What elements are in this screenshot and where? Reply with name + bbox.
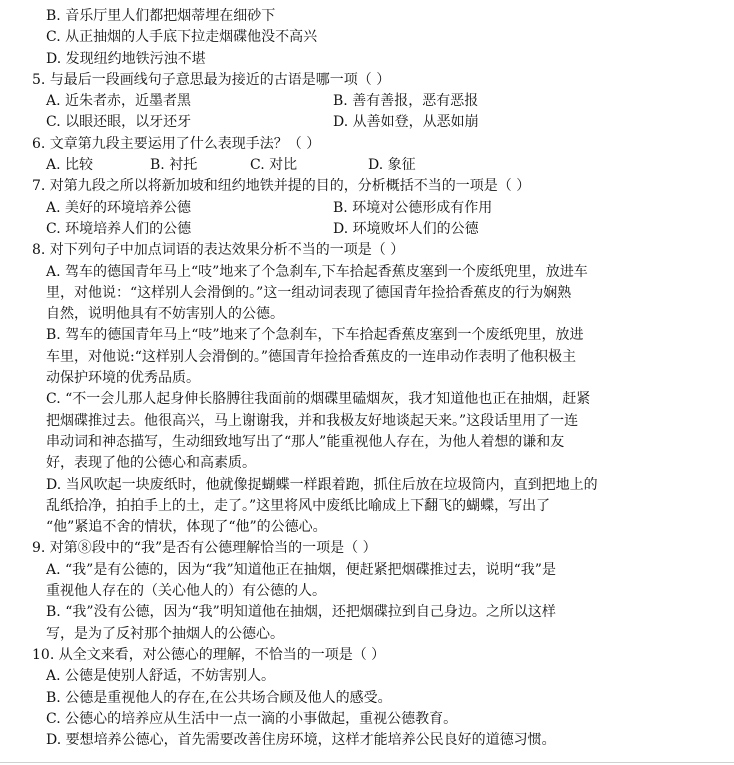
q4-option-d: D. 发现纽约地铁污浊不堪: [46, 50, 206, 67]
q8-option-c-line-2: 把烟碟推过去。他很高兴，马上谢谢我，并和我极友好地谈起天来。”这段话里用了一连: [46, 412, 579, 429]
q5-option-b: B. 善有善报，恶有恶报: [333, 93, 479, 110]
q8-option-a-line-3: 自然，说明他具有不妨害别人的公德。: [46, 306, 284, 323]
question-10: 10. 从全文来看，对公德心的理解，不恰当的一项是（ ）: [32, 646, 386, 663]
q6-option-a: A. 比较: [46, 157, 94, 174]
q7-options-row-1: [0, 198, 734, 219]
q9-option-b-line-2: 写，是为了反衬那个抽烟人的公德心。: [46, 625, 284, 642]
q10-option-a: A. 公德是使别人舒适，不妨害别人。: [46, 668, 276, 685]
question-9: 9. 对第⑧段中的“我”是否有公德理解恰当的一项是（ ）: [32, 540, 377, 557]
q10-option-d: D. 要想培养公德心，首先需要改善住房环境，这样才能培养公民良好的道德习惯。: [46, 732, 556, 749]
q5-option-c: C. 以眼还眼，以牙还牙: [46, 114, 192, 131]
q8-option-b-line-3: 动保护环境的优秀品质。: [46, 370, 200, 387]
q6-option-c: C. 对比: [250, 157, 298, 174]
question-7: 7. 对第九段之所以将新加坡和纽约地铁并提的目的，分析概括不当的一项是（ ）: [32, 178, 531, 195]
question-6: 6. 文章第九段主要运用了什么表现手法？（ ）: [32, 135, 321, 152]
q9-option-b-line-1: B. “我”没有公德，因为“我”明知道他在抽烟，还把烟碟拉到自己身边。之所以这样: [46, 604, 556, 621]
q8-option-b-line-1: B. 驾车的德国青年马上“吱”地来了个急刹车，下车拾起香蕉皮塞到一个废纸兜里，放进: [46, 327, 584, 344]
q10-option-b: B. 公德是重视他人的存在,在公共场合顾及他人的感受。: [46, 689, 392, 706]
q7-options-row-2: [0, 219, 734, 240]
q8-option-b-line-2: 车里，对他说:“这样别人会滑倒的。”德国青年捡拾香蕉皮的一连串动作表明了他积极主: [46, 348, 577, 365]
q5-options-row-2: [0, 112, 734, 133]
q5-options-row-1: [0, 91, 734, 112]
q6-option-d: D. 象征: [368, 157, 416, 174]
question-8: 8. 对下列句子中加点词语的表达效果分析不当的一项是（ ）: [32, 242, 405, 259]
q10-option-c: C. 公德心的培养应从生活中一点一滴的小事做起，重视公德教育。: [46, 710, 458, 727]
q7-option-a: A. 美好的环境培养公德: [46, 199, 192, 216]
q8-option-a-line-2: 里，对他说：“这样别人会滑倒的。”这一组动词表现了德国青年捡拾香蕉皮的行为娴熟: [46, 284, 572, 301]
question-5: 5. 与最后一段画线句子意思最为接近的古语是哪一项（ ）: [32, 71, 391, 88]
q5-option-d: D. 从善如登，从恶如崩: [333, 114, 479, 131]
q7-option-c: C. 环境培养人们的公德: [46, 220, 192, 237]
q7-option-d: D. 环境败坏人们的公德: [333, 220, 479, 237]
q9-option-a-line-1: A. “我”是有公德的，因为“我”知道他正在抽烟，便赶紧把烟碟推过去，说明“我”是: [46, 561, 556, 578]
q8-option-a-line-1: A. 驾车的德国青年马上“吱”地来了个急刹车,下车拾起香蕉皮塞到一个废纸兜里，放进车: [46, 263, 588, 280]
q9-option-a-line-2: 重视他人存在的（关心他人的）有公德的人。: [46, 583, 326, 600]
q7-option-b: B. 环境对公德形成有作用: [333, 199, 493, 216]
q8-option-c-line-4: 好，表现了他的公德心和高素质。: [46, 455, 256, 472]
page-bottom-divider: [0, 762, 734, 763]
q4-option-c: C. 从正抽烟的人手底下拉走烟碟他没不高兴: [46, 29, 318, 46]
q4-option-b: B. 音乐厅里人们都把烟蒂埋在细砂下: [46, 8, 276, 24]
q8-option-d-line-1: D. 当风吹起一块废纸时，他就像捉蝴蝶一样跟着跑，抓住后放在垃圾筒内，直到把地上的: [46, 476, 598, 493]
q8-option-c-line-1: C. “不一会儿那人起身伸长胳膊往我面前的烟碟里磕烟灰，我才知道他也正在抽烟，赶紧: [46, 391, 591, 408]
exam-page: [0, 6, 734, 751]
q5-option-a: A. 近朱者赤，近墨者黑: [46, 93, 192, 110]
q8-option-d-line-2: 乱纸拾净，拍拍手上的土，走了。”这里将风中废纸比喻成上下翻飞的蝴蝶，写出了: [46, 497, 551, 514]
q8-option-d-line-3: “他”紧追不舍的情状，体现了“他”的公德心。: [46, 519, 327, 536]
q6-option-b: B. 衬托: [150, 157, 198, 174]
q6-options-row: [0, 155, 734, 176]
q8-option-c-line-3: 串动词和神态描写，生动细致地写出了“那人”能重视他人存在，为他人着想的谦和友: [46, 433, 565, 450]
